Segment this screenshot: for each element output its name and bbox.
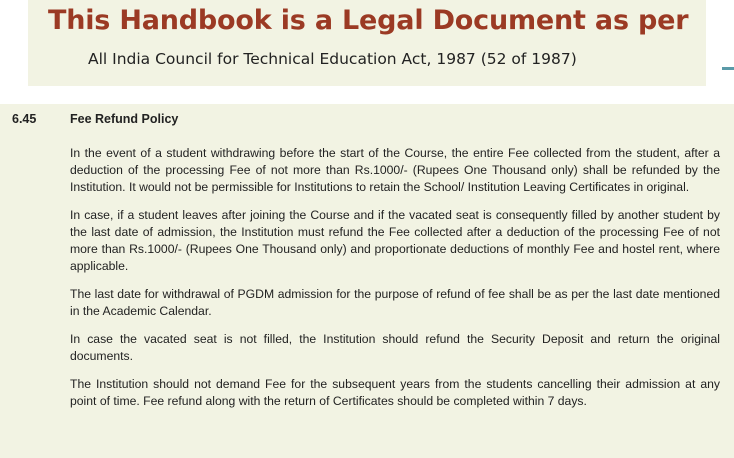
section-number: 6.45	[12, 112, 37, 126]
section-title: Fee Refund Policy	[70, 112, 179, 126]
policy-section	[0, 104, 734, 458]
policy-paragraph-withdrawal-before-start: In the event of a student withdrawing before the start of the Course, the entire Fee collected from the student, after a deduction of the processing Fee of not more than Rs.1000/- (Rupees One Thousand only) shall be refunded by the Institution. It would not be permissible for Institutions to retain the School/ Institution Leaving Certificates in original.	[70, 146, 720, 194]
handbook-header	[28, 0, 706, 86]
policy-paragraphs	[70, 145, 720, 421]
policy-paragraph-leave-after-joining: In case, if a student leaves after joining the Course and if the vacated seat is consequently filled by another student by the last date of admission, the Institution must refund the Fee collected after a deduction of the processing Fee of not more than Rs.1000/- (Rupees One Thousand only) and proportionate deductions of monthly Fee and hostel rent, where applicable.	[70, 208, 720, 273]
policy-paragraph-last-date: The last date for withdrawal of PGDM admission for the purpose of refund of fee shall be as per the last date mentioned in the Academic Calendar.	[70, 287, 720, 318]
policy-paragraph-seat-not-filled: In case the vacated seat is not filled, the Institution should refund the Security Deposit and return the original documents.	[70, 332, 720, 363]
header-title: This Handbook is a Legal Document as per	[48, 5, 689, 36]
header-subtitle: All India Council for Technical Education Act, 1987 (52 of 1987)	[88, 50, 577, 68]
policy-paragraph-subsequent-years: The Institution should not demand Fee for the subsequent years from the students cancelling their admission at any point of time. Fee refund along with the return of Certificates should be completed within 7 days.	[70, 377, 720, 408]
accent-bar	[722, 67, 734, 70]
